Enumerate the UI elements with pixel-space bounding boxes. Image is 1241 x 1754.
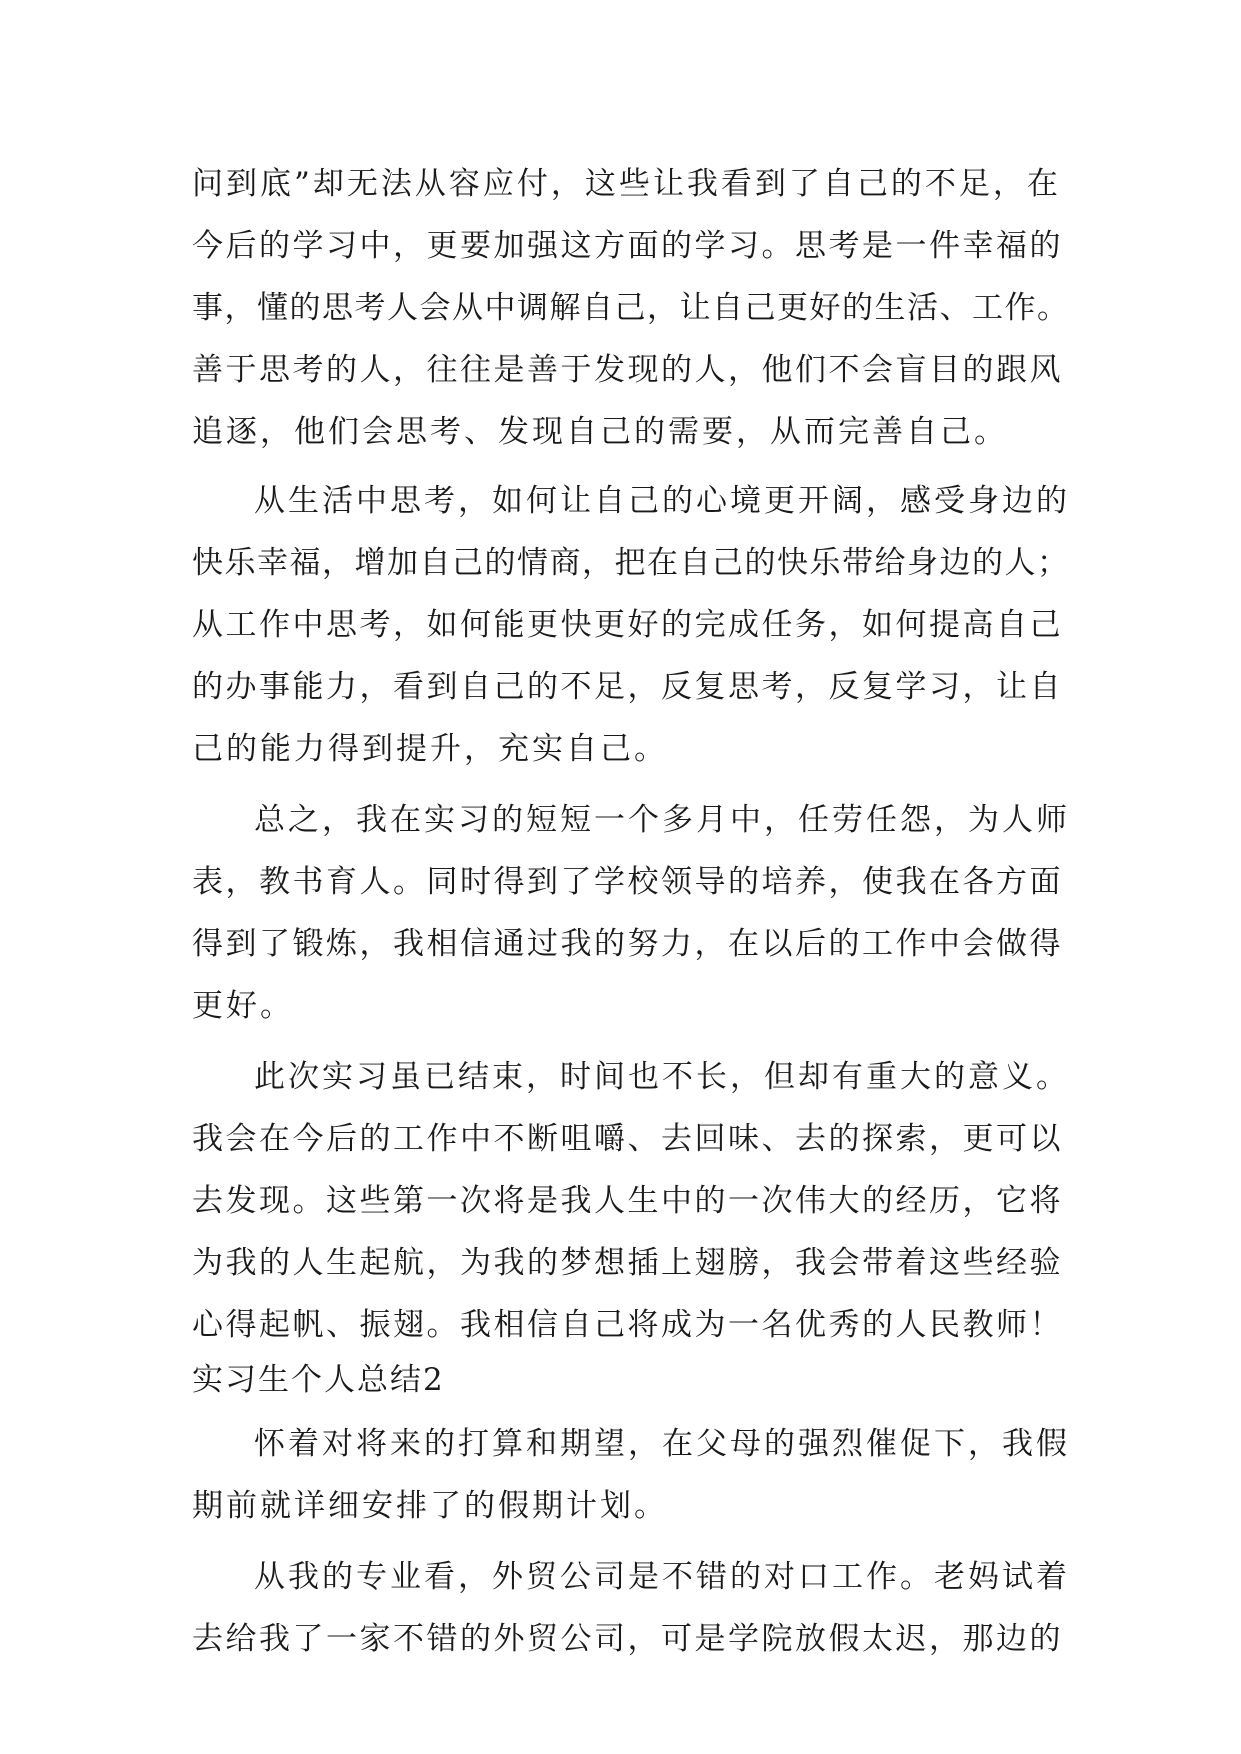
- text-line: 表，教书育人。同时得到了学校领导的培养，使我在各方面: [192, 864, 1063, 900]
- paragraph-first-line: 从生活中思考，如何让自己的心境更开阔，感受身边的: [254, 483, 1070, 519]
- text-line: 的办事能力，看到自己的不足，反复思考，反复学习，让自: [192, 669, 1063, 705]
- text-line: 事，懂的思考人会从中调解自己，让自己更好的生活、工作。: [192, 290, 1070, 326]
- paragraph-first-line: 怀着对将来的打算和期望，在父母的强烈催促下，我假: [254, 1426, 1070, 1462]
- text-line: 问到底”却无法从容应付，这些让我看到了自己的不足，在: [192, 166, 1061, 202]
- text-line: 今后的学习中，更要加强这方面的学习。思考是一件幸福的: [192, 228, 1063, 264]
- section-heading: 实习生个人总结2: [192, 1362, 445, 1398]
- paragraph-first-line: 总之，我在实习的短短一个多月中，任劳任怨，为人师: [254, 802, 1070, 838]
- text-line: 为我的人生起航，为我的梦想插上翅膀，我会带着这些经验: [192, 1245, 1063, 1281]
- text-line: 去给我了一家不错的外贸公司，可是学院放假太迟，那边的: [192, 1621, 1063, 1657]
- text-line: 心得起帆、振翅。我相信自己将成为一名优秀的人民教师！: [192, 1307, 1063, 1343]
- paragraph-first-line: 从我的专业看，外贸公司是不错的对口工作。老妈试着: [254, 1559, 1070, 1595]
- text-line: 善于思考的人，往往是善于发现的人，他们不会盲目的跟风: [192, 352, 1063, 388]
- text-line: 期前就详细安排了的假期计划。: [192, 1488, 668, 1524]
- text-line: 从工作中思考，如何能更快更好的完成任务，如何提高自己: [192, 607, 1063, 643]
- text-line: 得到了锻炼，我相信通过我的努力，在以后的工作中会做得: [192, 926, 1063, 962]
- text-line: 更好。: [192, 988, 294, 1024]
- text-line: 己的能力得到提升，充实自己。: [192, 731, 668, 767]
- text-line: 去发现。这些第一次将是我人生中的一次伟大的经历，它将: [192, 1183, 1063, 1219]
- text-line: 追逐，他们会思考、发现自己的需要，从而完善自己。: [192, 414, 1008, 450]
- text-line: 快乐幸福，增加自己的情商，把在自己的快乐带给身边的人；: [192, 545, 1070, 581]
- text-line: 我会在今后的工作中不断咀嚼、去回味、去的探索，更可以: [192, 1121, 1063, 1157]
- paragraph-first-line: 此次实习虽已结束，时间也不长，但却有重大的意义。: [254, 1059, 1070, 1095]
